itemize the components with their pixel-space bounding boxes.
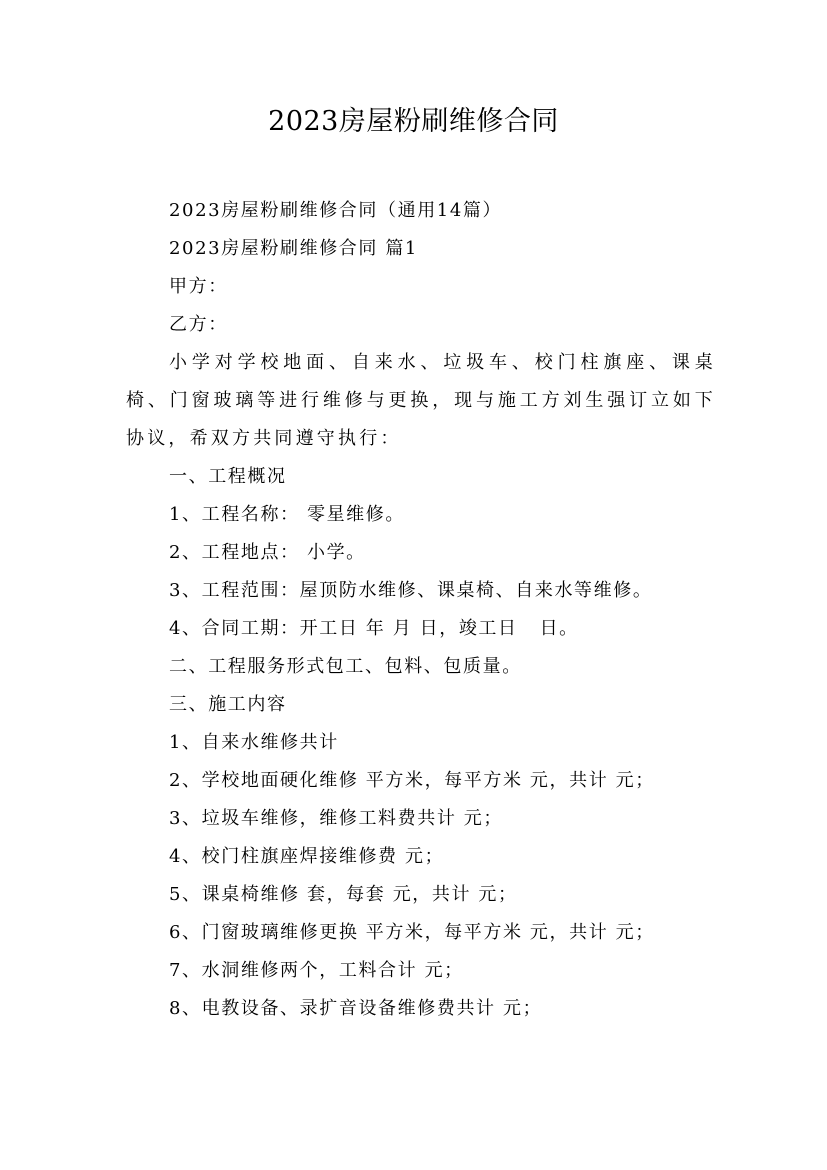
paragraph-section-heading: 2023房屋粉刷维修合同 篇1: [169, 238, 418, 259]
paragraph-item-5: 5、课桌椅维修 套，每套 元，共计 元；: [169, 884, 518, 905]
paragraph-service-form: 二、工程服务形式包工、包料、包质量。: [169, 656, 522, 677]
paragraph-project-location: 2、工程地点： 小学。: [169, 542, 366, 563]
paragraph-heading-content: 三、施工内容: [169, 694, 287, 715]
paragraph-item-4: 4、校门柱旗座焊接维修费 元；: [169, 846, 445, 867]
document-title: 2023房屋粉刷维修合同: [268, 106, 559, 137]
paragraph-subtitle: 2023房屋粉刷维修合同（通用14篇）: [169, 200, 503, 221]
paragraph-project-scope: 3、工程范围：屋顶防水维修、课桌椅、自来水等维修。: [169, 580, 653, 601]
paragraph-item-7: 7、水洞维修两个，工料合计 元；: [169, 960, 464, 981]
paragraph-contract-period: 4、合同工期：开工日 年 月 日，竣工日 日。: [169, 618, 579, 639]
paragraph-item-8: 8、电教设备、录扩音设备维修费共计 元；: [169, 998, 543, 1019]
paragraph-party-b: 乙方：: [169, 314, 228, 335]
paragraph-project-name: 1、工程名称： 零星维修。: [169, 504, 405, 525]
paragraph-item-3: 3、垃圾车维修，维修工料费共计 元；: [169, 808, 503, 829]
paragraph-party-a: 甲方：: [169, 276, 228, 297]
paragraph-item-6: 6、门窗玻璃维修更换 平方米，每平方米 元，共计 元；: [169, 922, 655, 943]
paragraph-heading-overview: 一、工程概况: [169, 466, 287, 487]
document-body: [126, 192, 716, 1028]
paragraph-item-2: 2、学校地面硬化维修 平方米，每平方米 元，共计 元；: [169, 770, 655, 791]
paragraph-item-1: 1、自来水维修共计: [169, 732, 339, 753]
paragraph-intro: 小学对学校地面、自来水、垃圾车、校门柱旗座、课桌椅、门窗玻璃等进行维修与更换，现与施工方刘生强订立如下协议，希双方共同遵守执行：: [126, 352, 716, 449]
